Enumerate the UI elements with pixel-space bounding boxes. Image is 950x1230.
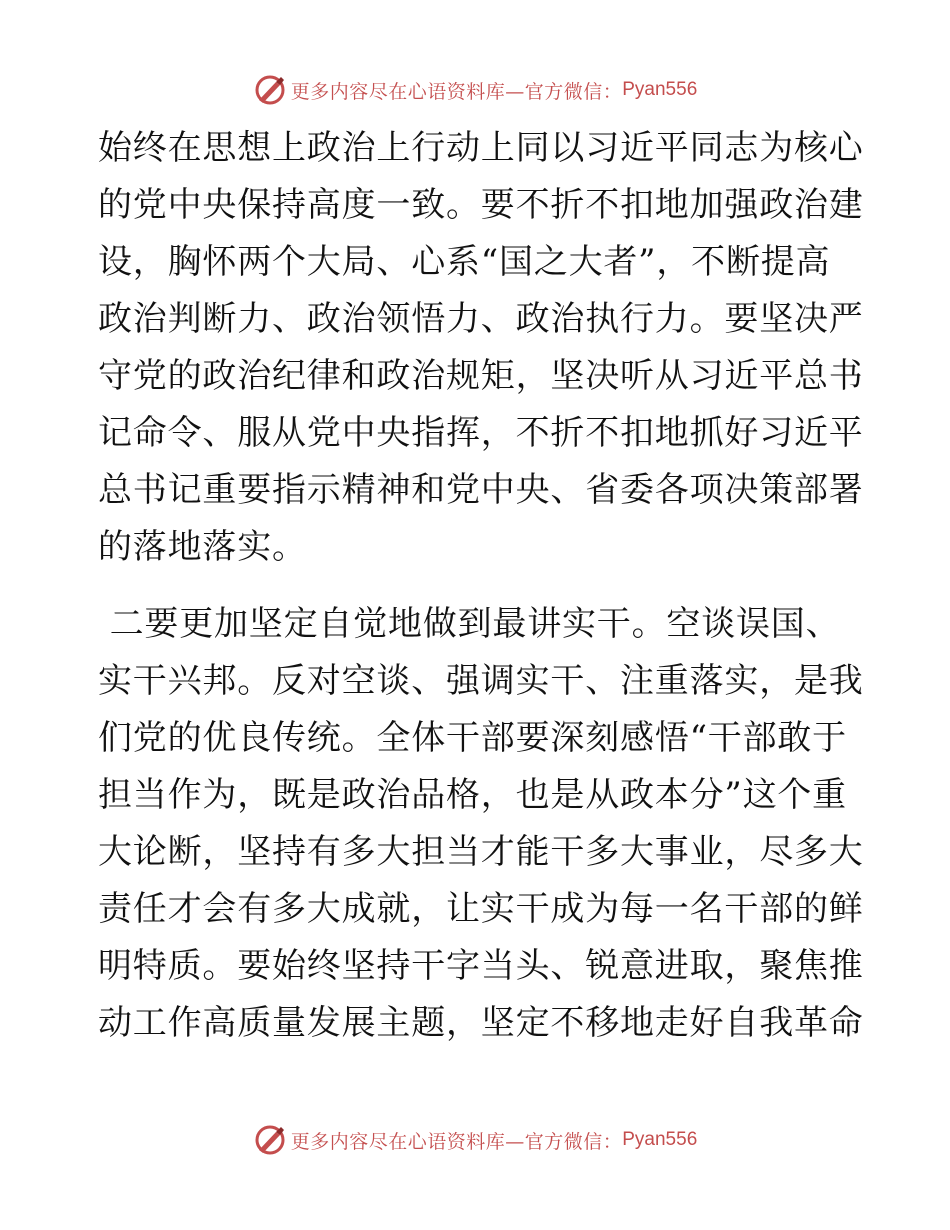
text-line: 责任才会有多大成就，让实干成为每一名干部的鲜 bbox=[98, 889, 864, 929]
document-body bbox=[98, 120, 864, 1052]
text-line: 大论断，坚持有多大担当才能干多大事业，尽多大 bbox=[98, 832, 864, 872]
text-line: 记命令、服从党中央指挥，不折不扣地抓好习近平 bbox=[98, 413, 864, 453]
text-line: 政治判断力、政治领悟力、政治执行力。要坚决严 bbox=[98, 299, 864, 339]
text-line: 设，胸怀两个大局、心系“国之大者”，不断提高 bbox=[98, 242, 831, 282]
pen-logo-icon bbox=[253, 1123, 287, 1157]
pen-logo-icon bbox=[253, 73, 287, 107]
text-line: 担当作为，既是政治品格，也是从政本分”这个重 bbox=[98, 775, 847, 815]
paragraph-1 bbox=[98, 120, 864, 576]
watermark-wechat-id: Pyan556 bbox=[622, 1129, 698, 1150]
text-line: 守党的政治纪律和政治规矩，坚决听从习近平总书 bbox=[98, 356, 864, 396]
paragraph-spacer bbox=[98, 576, 848, 596]
watermark-wechat-id: Pyan556 bbox=[622, 79, 698, 100]
watermark-text: 更多内容尽在心语资料库—官方微信： bbox=[290, 1130, 623, 1153]
header-watermark bbox=[0, 70, 950, 110]
paragraph-2 bbox=[98, 596, 864, 1052]
footer-watermark bbox=[0, 1120, 950, 1160]
text-line: 总书记重要指示精神和党中央、省委各项决策部署 bbox=[98, 470, 864, 510]
watermark-text: 更多内容尽在心语资料库—官方微信： bbox=[290, 80, 623, 103]
text-line: 实干兴邦。反对空谈、强调实干、注重落实，是我 bbox=[98, 661, 864, 701]
text-line: 动工作高质量发展主题，坚定不移地走好自我革命 bbox=[98, 1003, 864, 1043]
text-line: 们党的优良传统。全体干部要深刻感悟“干部敢于 bbox=[98, 718, 847, 758]
text-line: 始终在思想上政治上行动上同以习近平同志为核心 bbox=[98, 128, 864, 168]
text-line: 二要更加坚定自觉地做到最讲实干。空谈误国、 bbox=[98, 604, 841, 644]
text-line: 的党中央保持高度一致。要不折不扣地加强政治建 bbox=[98, 185, 864, 225]
text-line: 的落地落实。 bbox=[98, 527, 307, 567]
text-line: 明特质。要始终坚持干字当头、锐意进取，聚焦推 bbox=[98, 946, 864, 986]
